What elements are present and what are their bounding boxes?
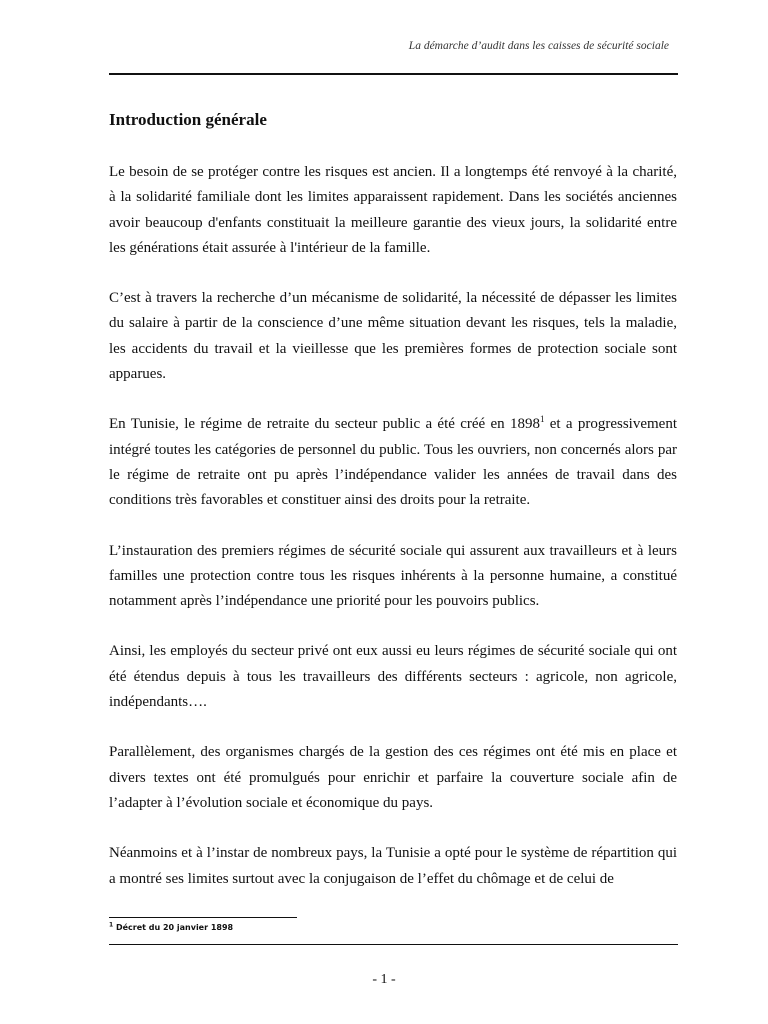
page-number: - 1 - bbox=[372, 972, 396, 987]
section-title: Introduction générale bbox=[109, 110, 267, 129]
paragraph: L’instauration des premiers régimes de sécurité sociale qui assurent aux travailleurs et à leurs familles une protection contre tous les risques inhérents à la personne humaine, a constitué notamment après l’indépendance une priorité pour les pouvoirs publics. bbox=[109, 542, 677, 610]
paragraph: Ainsi, les employés du secteur privé ont eux aussi eu leurs régimes de sécurité sociale qui ont été étendus depuis à tous les travailleurs des différents secteurs : agricole, non agricole, indépendants…. bbox=[109, 643, 677, 711]
footnote-text: Décret du 20 janvier 1898 bbox=[113, 923, 234, 932]
paragraph-text: En Tunisie, le régime de retraite du secteur public a été créé en 1898 bbox=[109, 416, 540, 433]
paragraph-tunisia bbox=[109, 412, 677, 513]
paragraph: Parallèlement, des organismes chargés de la gestion des ces régimes ont été mis en place et divers textes ont été promulgués pour enrichir et parfaire la couverture sociale afin de l’adapter à l’évolution sociale et économique du pays. bbox=[109, 744, 677, 811]
footnote bbox=[109, 923, 233, 932]
footer-rule bbox=[109, 944, 678, 945]
footnote-marker: 1 bbox=[109, 921, 114, 929]
footnote-reference[interactable]: 1 bbox=[539, 414, 545, 425]
paragraph-text: et a progressivement intégré toutes les catégories de personnel du public. Tous les ouvriers, non concernés alors par le régime de retraite ont pu après l’indépendance valider les années de travail dans des conditions très favorables et constituer ainsi des droits pour la retraite. bbox=[109, 416, 678, 509]
footnote-rule bbox=[109, 917, 297, 918]
running-header: La démarche d’audit dans les caisses de sécurité sociale bbox=[408, 40, 669, 52]
paragraph: Néanmoins et à l’instar de nombreux pays, la Tunisie a opté pour le système de répartition qui a montré ses limites surtout avec la conjugaison de l’effet du chômage et de celui de bbox=[109, 845, 677, 887]
header-rule bbox=[109, 73, 678, 75]
paragraph: C’est à travers la recherche d’un mécanisme de solidarité, la nécessité de dépasser les limites du salaire à partir de la conscience d’une même situation devant les risques, tels la maladie, les accidents du travail et la vieillesse que les premières formes de protection sociale sont apparues. bbox=[109, 290, 677, 383]
paragraph: Le besoin de se protéger contre les risques est ancien. Il a longtemps été renvoyé à la charité, à la solidarité familiale dont les limites apparaissent rapidement. Dans les sociétés anciennes avoir beaucoup d'enfants constituait la meilleure garantie des vieux jours, la solidarité entre les générations était assurée à l'intérieur de la famille. bbox=[109, 164, 677, 256]
body-text bbox=[109, 160, 677, 917]
